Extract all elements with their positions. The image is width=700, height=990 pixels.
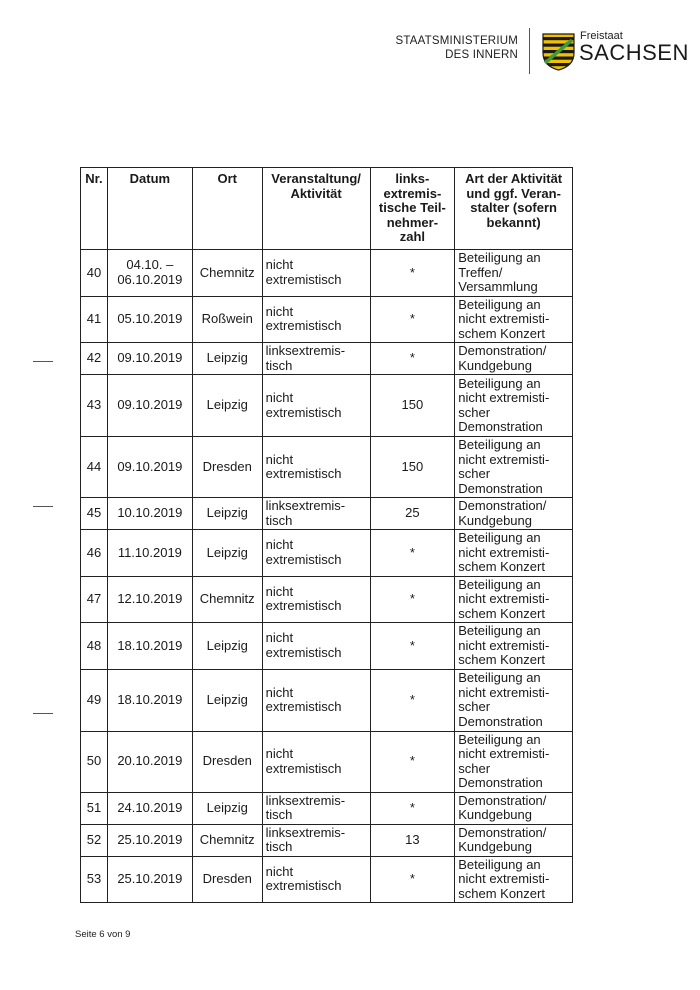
art-line: scher: [458, 466, 491, 481]
art-line: scher: [458, 699, 491, 714]
veranstaltung-line: linksextremis-: [265, 792, 346, 808]
table-body: [81, 250, 573, 903]
veranstaltung-line: extremistisch: [265, 644, 342, 660]
cell-ort: [192, 343, 262, 375]
cell-veranstaltung: [262, 250, 370, 297]
art-line: Beteiligung an: [458, 296, 541, 312]
header-line: Datum: [129, 171, 171, 186]
art-line: Kundgebung: [458, 807, 532, 822]
art-line: nicht extremisti-: [458, 591, 550, 606]
cell-datum: [107, 343, 192, 375]
art-line: Beteiligung an: [458, 670, 541, 685]
ort-value: Leipzig: [206, 397, 248, 413]
veranstaltung-line: nicht: [265, 746, 294, 761]
cell-nr: [81, 437, 108, 498]
ministry-name: [380, 34, 518, 62]
cell-art: [455, 576, 573, 623]
cell-ort: [192, 824, 262, 856]
ort-value: Chemnitz: [199, 591, 255, 606]
art-line: Beteiligung an: [458, 375, 541, 391]
cell-nr: [81, 669, 108, 731]
cell-veranstaltung: [262, 498, 370, 530]
veranstaltung-line: nicht: [265, 684, 294, 700]
cell-zahl: [370, 576, 455, 623]
art-line: Treffen/: [458, 264, 503, 280]
cell-zahl: [370, 437, 455, 498]
datum-line: 25.10.2019: [117, 871, 183, 886]
nr-value: 48: [86, 637, 102, 653]
ort-value: Chemnitz: [199, 831, 255, 847]
cell-zahl: [370, 296, 455, 343]
cell-datum: [107, 250, 192, 297]
art-line: Demonstration/: [458, 343, 547, 358]
zahl-value: *: [409, 264, 415, 280]
veranstaltung-line: tisch: [265, 512, 293, 528]
art-line: Beteiligung an: [458, 250, 541, 265]
cell-art: [455, 623, 573, 670]
nr-value: 50: [86, 753, 102, 769]
zahl-value: 150: [401, 458, 424, 474]
art-line: nicht extremisti-: [458, 451, 550, 467]
cell-art: [455, 437, 573, 498]
header-line: tische Teil-: [378, 200, 446, 215]
veranstaltung-line: extremistisch: [265, 551, 342, 567]
ort-value: Dresden: [202, 753, 252, 769]
margin-mark: [33, 713, 53, 714]
ort-value: Dresden: [202, 458, 252, 474]
art-line: Demonstration: [458, 419, 543, 434]
art-line: Demonstration: [458, 713, 543, 729]
column-header-veranstaltung: [262, 168, 370, 250]
header-line: bekannt): [486, 214, 541, 230]
nr-value: 41: [86, 311, 102, 326]
veranstaltung-line: extremistisch: [265, 699, 342, 714]
table-header-row: [81, 168, 573, 250]
nr-value: 40: [86, 264, 102, 280]
cell-art: [455, 731, 573, 792]
cell-zahl: [370, 792, 455, 824]
art-line: Demonstration: [458, 775, 543, 790]
datum-line: 12.10.2019: [117, 591, 183, 606]
cell-ort: [192, 296, 262, 343]
art-line: Beteiligung an: [458, 530, 541, 545]
cell-zahl: [370, 669, 455, 731]
veranstaltung-line: extremistisch: [265, 760, 342, 776]
cell-ort: [192, 669, 262, 731]
cell-datum: [107, 576, 192, 623]
veranstaltung-line: linksextremis-: [265, 498, 346, 513]
veranstaltung-line: nicht: [265, 583, 294, 599]
cell-zahl: [370, 530, 455, 577]
cell-art: [455, 824, 573, 856]
ort-value: Roßwein: [201, 311, 253, 326]
art-line: scher: [458, 760, 491, 776]
cell-nr: [81, 576, 108, 623]
column-header-teilnehmerzahl: [370, 168, 455, 250]
art-line: nicht extremisti-: [458, 871, 550, 886]
veranstaltung-line: nicht: [265, 257, 294, 273]
ministry-line-1: STAATSMINISTERIUM: [395, 35, 518, 47]
art-line: nicht extremisti-: [458, 390, 550, 405]
nr-value: 51: [86, 799, 102, 815]
datum-line: 09.10.2019: [117, 350, 183, 366]
cell-art: [455, 296, 573, 343]
cell-nr: [81, 250, 108, 297]
table-row: [81, 856, 573, 903]
art-line: scher: [458, 404, 491, 420]
cell-art: [455, 792, 573, 824]
nr-value: 47: [86, 591, 102, 606]
cell-datum: [107, 437, 192, 498]
cell-zahl: [370, 824, 455, 856]
nr-value: 44: [86, 458, 102, 474]
datum-line: 06.10.2019: [117, 271, 183, 287]
table-row: [81, 296, 573, 343]
cell-nr: [81, 375, 108, 437]
saxony-coat-of-arms-icon: [542, 33, 575, 71]
cell-datum: [107, 856, 192, 903]
ort-value: Leipzig: [206, 799, 248, 815]
veranstaltung-line: extremistisch: [265, 271, 342, 287]
datum-line: 18.10.2019: [117, 637, 183, 653]
art-line: schem Konzert: [458, 652, 545, 667]
zahl-value: *: [409, 350, 415, 366]
cell-nr: [81, 623, 108, 670]
ort-value: Dresden: [202, 871, 252, 886]
ort-value: Leipzig: [206, 505, 248, 521]
ort-value: Leipzig: [206, 544, 248, 560]
veranstaltung-line: tisch: [265, 357, 293, 373]
veranstaltung-line: tisch: [265, 839, 293, 854]
veranstaltung-line: nicht: [265, 451, 294, 467]
cell-veranstaltung: [262, 576, 370, 623]
cell-art: [455, 669, 573, 731]
column-header-ort: [192, 168, 262, 250]
zahl-value: *: [409, 799, 415, 815]
cell-veranstaltung: [262, 792, 370, 824]
veranstaltung-line: nicht: [265, 630, 294, 646]
veranstaltung-line: linksextremis-: [265, 824, 346, 840]
veranstaltung-line: extremistisch: [265, 404, 342, 420]
art-line: Kundgebung: [458, 512, 532, 528]
cell-zahl: [370, 856, 455, 903]
header-line: Art der Aktivität: [465, 171, 563, 186]
cell-ort: [192, 437, 262, 498]
cell-nr: [81, 731, 108, 792]
cell-datum: [107, 623, 192, 670]
ort-value: Chemnitz: [199, 264, 255, 280]
table-row: [81, 623, 573, 670]
veranstaltung-line: nicht: [265, 537, 294, 553]
events-table: [80, 167, 573, 903]
table-row: [81, 576, 573, 623]
cell-nr: [81, 530, 108, 577]
cell-nr: [81, 343, 108, 375]
art-line: Beteiligung an: [458, 856, 541, 872]
veranstaltung-line: nicht: [265, 863, 294, 879]
art-line: Versammlung: [458, 279, 538, 294]
ort-value: Leipzig: [206, 350, 248, 366]
header-line: Ort: [217, 171, 237, 186]
zahl-value: *: [409, 753, 415, 769]
cell-datum: [107, 530, 192, 577]
cell-art: [455, 530, 573, 577]
cell-veranstaltung: [262, 437, 370, 498]
cell-datum: [107, 731, 192, 792]
veranstaltung-line: linksextremis-: [265, 343, 346, 358]
veranstaltung-line: extremistisch: [265, 466, 342, 481]
cell-nr: [81, 792, 108, 824]
column-header-nr: [81, 168, 108, 250]
cell-veranstaltung: [262, 343, 370, 375]
datum-line: 09.10.2019: [117, 397, 183, 413]
cell-veranstaltung: [262, 669, 370, 731]
header-line: links-: [395, 171, 430, 186]
cell-zahl: [370, 375, 455, 437]
zahl-value: *: [409, 544, 415, 560]
page-number: Seite 6 von 9: [75, 929, 131, 940]
zahl-value: 150: [401, 397, 424, 413]
cell-datum: [107, 792, 192, 824]
zahl-value: *: [409, 871, 415, 886]
art-line: Demonstration: [458, 480, 543, 496]
ort-value: Leipzig: [206, 637, 248, 653]
cell-datum: [107, 296, 192, 343]
nr-value: 43: [86, 397, 102, 413]
veranstaltung-line: nicht: [265, 303, 294, 319]
veranstaltung-line: tisch: [265, 807, 293, 822]
header-line: nehmer-: [386, 214, 439, 230]
cell-nr: [81, 824, 108, 856]
header-divider: [529, 28, 530, 74]
header-line: extremis-: [383, 185, 442, 201]
cell-zahl: [370, 498, 455, 530]
cell-nr: [81, 498, 108, 530]
cell-ort: [192, 250, 262, 297]
datum-line: 18.10.2019: [117, 691, 183, 707]
art-line: nicht extremisti-: [458, 746, 550, 761]
cell-veranstaltung: [262, 623, 370, 670]
zahl-value: *: [409, 637, 415, 653]
ort-value: Leipzig: [206, 691, 248, 707]
art-line: schem Konzert: [458, 325, 545, 341]
datum-line: 24.10.2019: [117, 799, 183, 815]
art-line: Beteiligung an: [458, 576, 541, 592]
datum-line: 04.10. –: [126, 257, 174, 273]
datum-line: 25.10.2019: [117, 831, 183, 847]
cell-zahl: [370, 343, 455, 375]
state-label-small: Freistaat: [580, 30, 623, 42]
table-row: [81, 375, 573, 437]
datum-line: 09.10.2019: [117, 458, 183, 474]
cell-zahl: [370, 623, 455, 670]
zahl-value: 25: [405, 505, 420, 521]
art-line: nicht extremisti-: [458, 637, 550, 653]
cell-ort: [192, 623, 262, 670]
margin-mark: [33, 361, 53, 362]
cell-veranstaltung: [262, 296, 370, 343]
art-line: nicht extremisti-: [458, 544, 550, 560]
cell-ort: [192, 856, 262, 903]
table-row: [81, 669, 573, 731]
cell-ort: [192, 731, 262, 792]
cell-datum: [107, 669, 192, 731]
cell-veranstaltung: [262, 375, 370, 437]
datum-line: 11.10.2019: [117, 544, 182, 560]
zahl-value: *: [409, 591, 415, 606]
cell-veranstaltung: [262, 856, 370, 903]
datum-line: 10.10.2019: [117, 505, 183, 521]
veranstaltung-line: extremistisch: [265, 878, 342, 894]
cell-art: [455, 343, 573, 375]
table-row: [81, 343, 573, 375]
column-header-art: [455, 168, 573, 250]
column-header-datum: [107, 168, 192, 250]
art-line: nicht extremisti-: [458, 311, 550, 326]
nr-value: 46: [86, 544, 102, 560]
header-line: Veranstaltung/: [271, 171, 361, 186]
cell-nr: [81, 856, 108, 903]
art-line: Kundgebung: [458, 357, 532, 373]
cell-nr: [81, 296, 108, 343]
art-line: Kundgebung: [458, 839, 532, 854]
table-row: [81, 530, 573, 577]
art-line: Beteiligung an: [458, 731, 541, 747]
table-row: [81, 792, 573, 824]
cell-datum: [107, 375, 192, 437]
veranstaltung-line: extremistisch: [265, 318, 342, 334]
table-row: [81, 731, 573, 792]
nr-value: 49: [86, 691, 102, 707]
margin-mark: [33, 506, 53, 507]
cell-veranstaltung: [262, 824, 370, 856]
cell-art: [455, 250, 573, 297]
art-line: Beteiligung an: [458, 437, 541, 452]
table-row: [81, 498, 573, 530]
header-line: Nr.: [85, 171, 103, 186]
table-row: [81, 437, 573, 498]
header-line: Aktivität: [290, 185, 342, 201]
cell-art: [455, 375, 573, 437]
cell-art: [455, 856, 573, 903]
header-line: zahl: [399, 229, 426, 244]
datum-line: 05.10.2019: [117, 311, 183, 326]
table-row: [81, 250, 573, 297]
art-line: nicht extremisti-: [458, 684, 550, 700]
state-label-big: SACHSEN: [579, 40, 689, 65]
veranstaltung-line: extremistisch: [265, 598, 342, 614]
cell-ort: [192, 530, 262, 577]
art-line: Beteiligung an: [458, 623, 541, 638]
cell-ort: [192, 375, 262, 437]
header-line: und ggf. Veran-: [466, 185, 561, 201]
zahl-value: *: [409, 311, 415, 326]
nr-value: 42: [86, 350, 102, 366]
art-line: Demonstration/: [458, 792, 547, 808]
art-line: Demonstration/: [458, 824, 547, 840]
cell-veranstaltung: [262, 530, 370, 577]
nr-value: 45: [86, 505, 102, 521]
art-line: schem Konzert: [458, 885, 545, 901]
zahl-value: 13: [405, 831, 420, 847]
art-line: schem Konzert: [458, 559, 545, 574]
cell-zahl: [370, 731, 455, 792]
cell-art: [455, 498, 573, 530]
cell-ort: [192, 498, 262, 530]
cell-datum: [107, 498, 192, 530]
cell-zahl: [370, 250, 455, 297]
art-line: Demonstration/: [458, 498, 547, 513]
nr-value: 52: [86, 831, 102, 847]
art-line: schem Konzert: [458, 605, 545, 621]
nr-value: 53: [86, 871, 102, 886]
cell-datum: [107, 824, 192, 856]
cell-ort: [192, 576, 262, 623]
cell-ort: [192, 792, 262, 824]
zahl-value: *: [409, 691, 415, 707]
cell-veranstaltung: [262, 731, 370, 792]
header-line: stalter (sofern: [470, 200, 557, 215]
veranstaltung-line: nicht: [265, 390, 294, 405]
datum-line: 20.10.2019: [117, 753, 183, 769]
ministry-line-2: DES INNERN: [445, 49, 518, 61]
table-row: [81, 824, 573, 856]
